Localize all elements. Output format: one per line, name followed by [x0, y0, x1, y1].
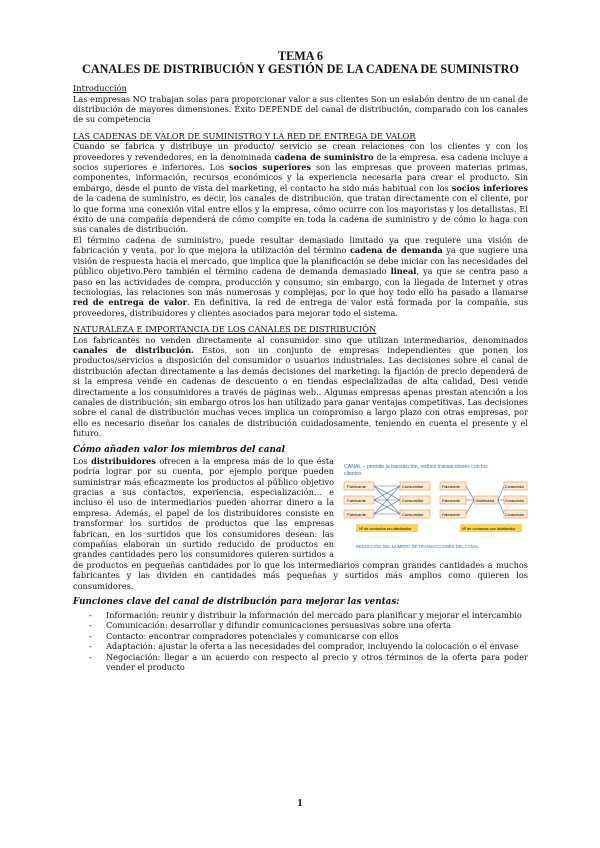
naturaleza-paragraph: Los fabricantes no venden directamente al consumidor sino que utilizan intermediarios, denominados canales de distribución. Estos, son un conjunto de empresas independientes que ponen los productos/servicios a disposición del consumidor o usuarios industriales. Las decisiones sobre el canal de distribución afectan directamente a las demás decisiones del marketing: la fijación de precio dependerá de si la empresa vende en cadenas de descuento o en tiendas especializadas de alta calidad, Desi vende directamente a los consumidores a través de páginas web.. Algunas empresas apenas prestan atención a los canales de distribución; sin embargo otros los han utilizado para ganar ventajas competitivas. Las decisiones sobre el canal de distribución muchas veces implica un compromiso a largo plazo con otras empresas, por ello es necesario diseñar los canales de distribución cuidadosamente, teniendo en cuenta el presente y el futuro.: [73, 334, 528, 439]
right-left-box-2: Fabricante: [442, 498, 460, 503]
direct-contact-lines: [374, 486, 400, 514]
middle-box-1: Consumidor: [402, 483, 424, 489]
intro-paragraph: Las empresas NO trabajan solas para proporcionar valor a sus clientes Son un eslabón dentro de un canal de distribución de mayores dimensiones. Éxito DEPENDE del canal de distribución, comparado con los canales de su competencia: [73, 93, 528, 125]
page-number: 1: [297, 797, 303, 809]
left-box-1: Fabricante: [347, 483, 366, 489]
label-right: Nº de contactos con distribuidor: [462, 526, 516, 531]
left-box-2: Fabricante: [347, 497, 366, 503]
label-left: Nº de contactos sin distribuidor: [359, 526, 412, 531]
channel-diagram: [342, 460, 528, 558]
list-item: - Negociación: llegar a un acuerdo con respecto al precio y otros términos de la oferta para poder vender el producto: [73, 652, 528, 673]
funciones-heading: Funciones clave del canal de distribución para mejorar las ventas:: [73, 596, 400, 607]
cadenas-heading: LAS CADENAS DE VALOR DE SUMINISTRO Y LA RED DE ENTREGA DE VALOR: [73, 130, 416, 141]
right-left-box-1: Fabricante: [442, 484, 460, 489]
middle-box-2: Consumidor: [402, 497, 424, 503]
distribuidor-box: [474, 496, 498, 504]
diagram-caption-top-2: clientes: [344, 470, 362, 477]
cadenas-paragraph-1: Cuando se fabrica y distribuye un producto/ servicio se crean relaciones con los clientes y con los proveedores y revendedores, en la denominada cadena de suministro de la empresa. esa cadena incluye a socios superiores e inferiores. Los socios superiores son las empresas que proveen materias primas, componentes, información, recursos económicos y la experiencia necesaria para crear el producto. Sin embargo, desde el punto de vista del marketing, el contacto ha sido más habitual con los socios inferiores de la cadena de suministro, es decir, los canales de distribución, que tratan directamente con el cliente, por lo que forma una conexión vital entre ellos y la empresa, cómo ocurre con los mayoristas y los detallistas. El éxito de una compañía dependerá de cómo compite en toda la cadena de suministro y de cómo lo haga con sus canales de distribución.: [73, 141, 529, 235]
intro-heading: Introducción: [73, 83, 127, 93]
list-item: - Contacto: encontrar compradores potenciales y comunicarse con ellos: [73, 631, 528, 641]
diagram-caption-bottom: REDUCCIÓN DEL NÚMERO DE TRANSACCIONES DEL CANAL: [356, 543, 479, 549]
document-title: [73, 50, 528, 76]
anaden-paragraph: Los distribuidores ofrecen a la empresa más de lo que ésta podría lograr por su cuenta, por ejemplo porque pueden suministrar más eficazmente los productos al público objetivo gracias a sus contactos, experiencia, especialización… e incluso el uso de intermediarios pueden ahorrar dinero a la empresa. Además, el papel de los distribuidores consiste en transformar los surtidos de productos que las empresas fabrican, en los surtidos que los consumidores desean: las compañías elaboran un surtido reducido de productos en grandes cantidades pero los consumidores quieren surtidos a de productos en pequeñas cantidades por lo que los intermediarios compran grandes cantidades a muchos fabricantes y las dividen en cantidades más pequeñas y surtidos más amplios como quieren los consumidores.: [73, 455, 528, 591]
right-box-3: Consumidor: [505, 512, 525, 517]
anaden-heading: Cómo añaden valor los miembros del canal: [73, 444, 285, 455]
center-box-label: Distribuidor: [475, 498, 495, 503]
right-consumidor-boxes: [504, 482, 527, 518]
middle-consumidor-boxes: [400, 482, 430, 518]
anaden-section: [73, 456, 528, 591]
right-box-2: Consumidor: [505, 498, 525, 503]
right-box-1: Consumidor: [505, 484, 525, 489]
diagram-caption-top: CANAL – permite la transacción, reduce transacciones con los: [344, 463, 488, 470]
list-item: - Información: reunir y distribuir la información del mercado para planificar y mejorar el intercambio: [73, 610, 528, 620]
right-fabricante-boxes: [440, 482, 466, 518]
right-left-box-3: Fabricante: [442, 512, 460, 517]
cadenas-paragraph-2: El término cadena de suministro, puede resultar demasiado limitado ya que requiere una visión de fabricación y venta, por lo que mejora la utilización del término cadena de demanda ya que sugiere una visión de respuesta hacia el mercado, que implica que la planificación se debe iniciar con las necesidades del público objetivo.Pero también el término cadena de demanda demasiado lineal, ya que se centra paso a paso en las actividades de compra, producción y consumo; sin embargo, con la llegada de Internet y otras tecnologías, las relaciones son más numerosas y complejas, por lo que hoy todo ello ha pasado a llamarse red de entrega de valor. En definitiva, la red de entrega de valor está formada por la compañía, sus proveedores, distribuidores y clientes asociados para mejorar todo el sistema.: [73, 234, 528, 318]
title-line-2: CANALES DE DISTRIBUCIÓN Y GESTIÓN DE LA CADENA DE SUMINISTRO: [82, 62, 519, 76]
left-box-3: Fabricante: [347, 511, 366, 517]
title-line-1: TEMA 6: [277, 49, 324, 63]
left-fabricante-boxes: [344, 482, 374, 518]
middle-box-3: Consumidor: [402, 511, 424, 517]
document-page: [73, 50, 528, 672]
naturaleza-heading: NATURALEZA E IMPORTANCIA DE LOS CANALES DE DISTRIBUCIÓN: [73, 324, 377, 335]
list-item: - Comunicación: desarrollar y difundir comunicaciones persuasivas sobre una oferta: [73, 620, 528, 630]
list-item: - Adaptación: ajustar la oferta a las necesidades del comprador, incluyendo la colocación o el envase: [73, 641, 528, 651]
funciones-list: [73, 610, 528, 672]
